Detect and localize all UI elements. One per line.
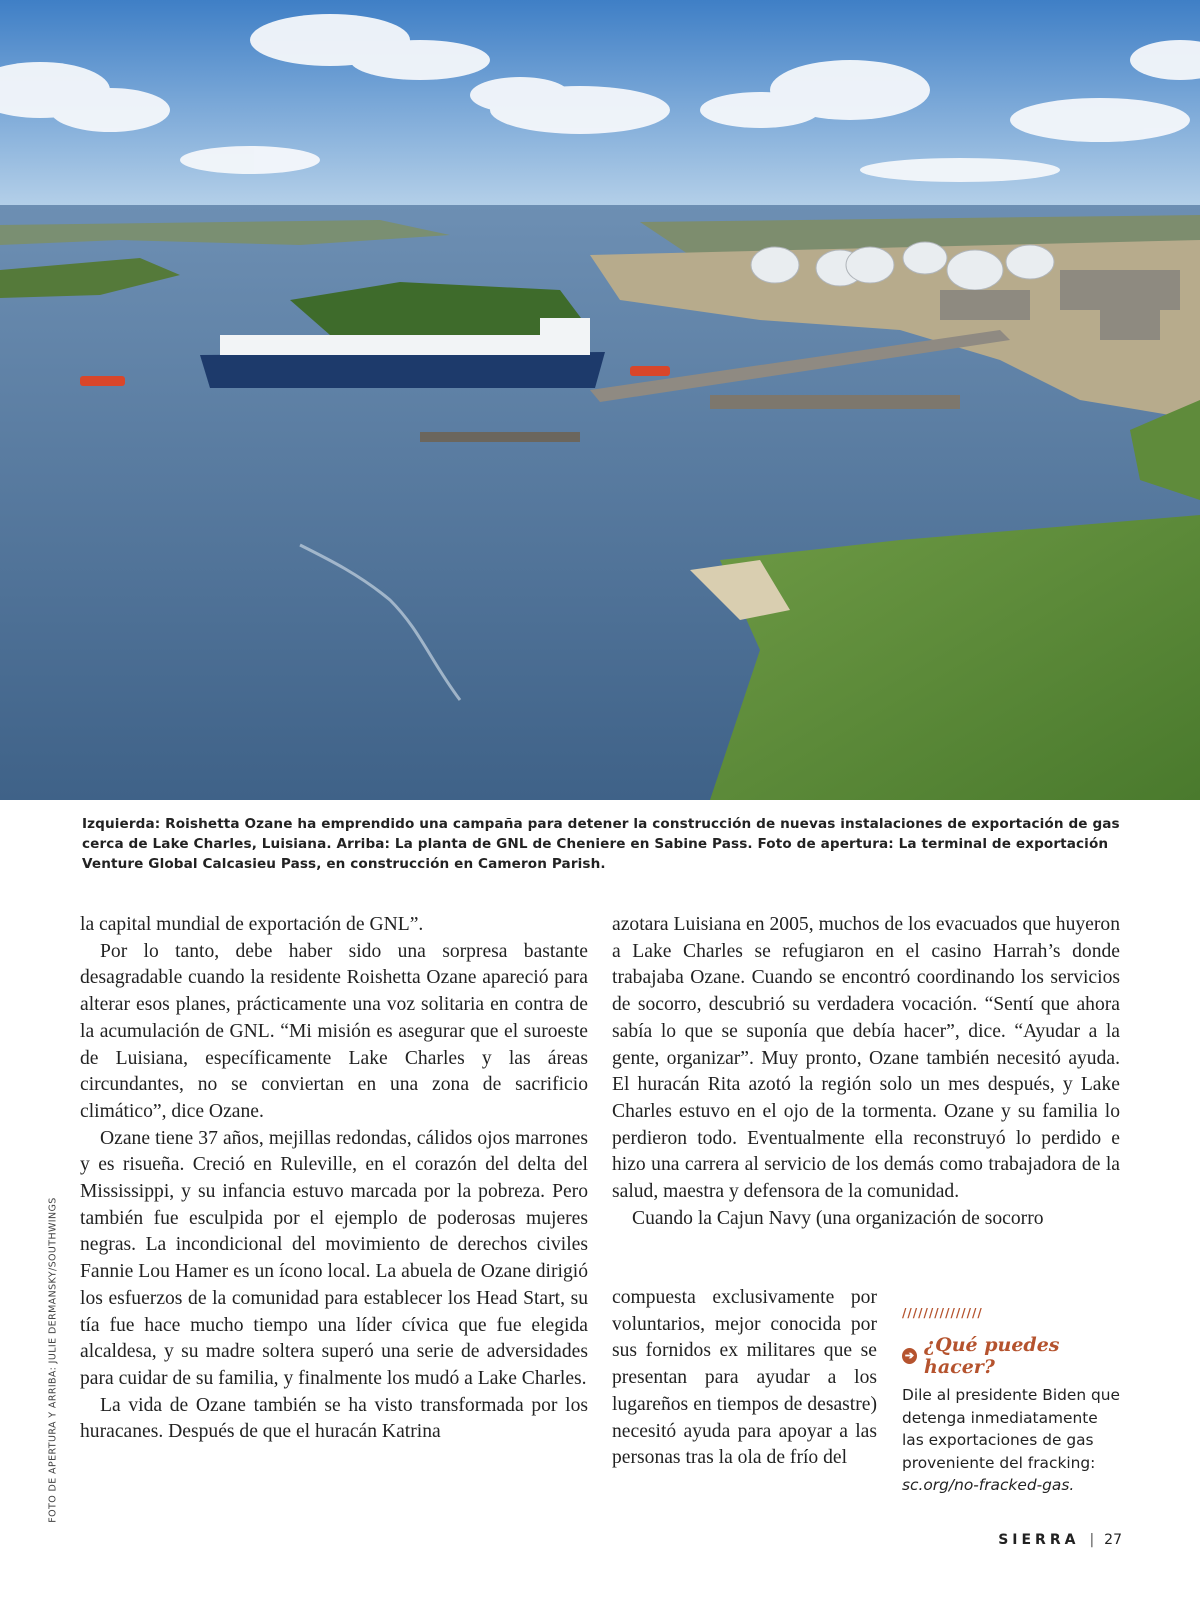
action-sidebar (902, 1306, 1124, 1497)
paragraph: Por lo tanto, debe haber sido una sorpresa bastante desagradable cuando la residente Roishetta Ozane apareció para alterar esos planes, prácticamente una voz solitaria en contra de la acumulación de GNL. “Mi misión es asegurar que el suroeste de Luisiana, específicamente Lake Charles y las áreas circundantes, no se conviertan en una zona de sacrificio climático”, dice Ozane. (80, 940, 588, 1122)
sidebar-text (902, 1384, 1124, 1497)
sidebar-body: Dile al presidente Biden que detenga inmediatamente las exportaciones de gas proveniente del fracking: (902, 1386, 1120, 1472)
arrow-circle-icon: ➔ (902, 1348, 917, 1364)
paragraph: Ozane tiene 37 años, mejillas redondas, cálidos ojos marrones y es risueña. Creció en Ruleville, en el corazón del delta del Mississippi, y su infancia estuvo marcada por la pobreza. Pero también fue esculpida por el ejemplo de poderosas mujeres negras. La incondicional del movimiento de derechos civiles Fannie Lou Hamer es un ícono local. La abuela de Ozane dirigió los esfuerzos de la comunidad para establecer los Head Start, su tía fue hace mucho tiempo una líder cívica que fue elegida alcaldesa, y su madre soltera superó una serie de adversidades para cuidar de su familia, y finalmente los mudó a Lake Charles. (80, 1127, 588, 1389)
page-footer (998, 1532, 1122, 1548)
paragraph: compuesta exclusivamente por voluntarios, mejor conocida por sus fornidos ex militares que se presentan para ayudar a los lugareños en tiempos de desastre) necesitó ayuda para apoyar a las personas tras la ola de frío del (612, 1287, 877, 1469)
magazine-name: SIERRA (998, 1532, 1080, 1548)
photo-credit: FOTO DE APERTURA Y ARRIBA: JULIE DERMANSKY/SOUTHWINGS (47, 1197, 59, 1523)
page-number: 27 (1104, 1532, 1122, 1548)
sidebar-link[interactable]: sc.org/no-fracked-gas. (902, 1476, 1075, 1494)
sidebar-heading (902, 1334, 1124, 1378)
photo-caption: Izquierda: Roishetta Ozane ha emprendido una campaña para detener la construcción de nuevas instalaciones de exportación de gas cerca de Lake Charles, Luisiana. Arriba: La planta de GNL de Cheniere en Sabine Pass. Foto de apertura: La terminal de exportación Venture Global Calcasieu Pass, en construcción en Cameron Parish. (82, 816, 1120, 872)
article-column-2 (612, 912, 1120, 1232)
footer-separator: | (1089, 1532, 1095, 1548)
paragraph: La vida de Ozane también se ha visto transformada por los huracanes. Después de que el huracán Katrina (80, 1394, 588, 1443)
sidebar-slashes: /////////////// (902, 1306, 983, 1320)
paragraph: Cuando la Cajun Navy (una organización de socorro (632, 1207, 1044, 1229)
article-column-1 (80, 912, 588, 1446)
paragraph: azotara Luisiana en 2005, muchos de los evacuados que huyeron a Lake Charles se refugiaron en el casino Harrah’s donde trabajaba Ozane. Cuando se encontró coordinando los servicios de socorro, descubrió su verdadera vocación. “Sentí que ahora sabía lo que se suponía que debía hacer”, dice. “Ayudar a la gente, organizar”. Muy pronto, Ozane también necesitó ayuda. El huracán Rita azotó la región solo un mes después, y Lake Charles estuvo en el ojo de la tormenta. Ozane y su familia lo perdieron todo. Eventualmente ella reconstruyó lo perdido e hizo una carrera al servicio de los demás como trabajadora de la salud, maestra y defensora de la comunidad. (612, 914, 1120, 1203)
sidebar-heading-text: ¿Qué puedes hacer? (924, 1334, 1060, 1378)
paragraph: la capital mundial de exportación de GNL”. (80, 914, 424, 935)
article-column-2-narrow (612, 1285, 877, 1472)
